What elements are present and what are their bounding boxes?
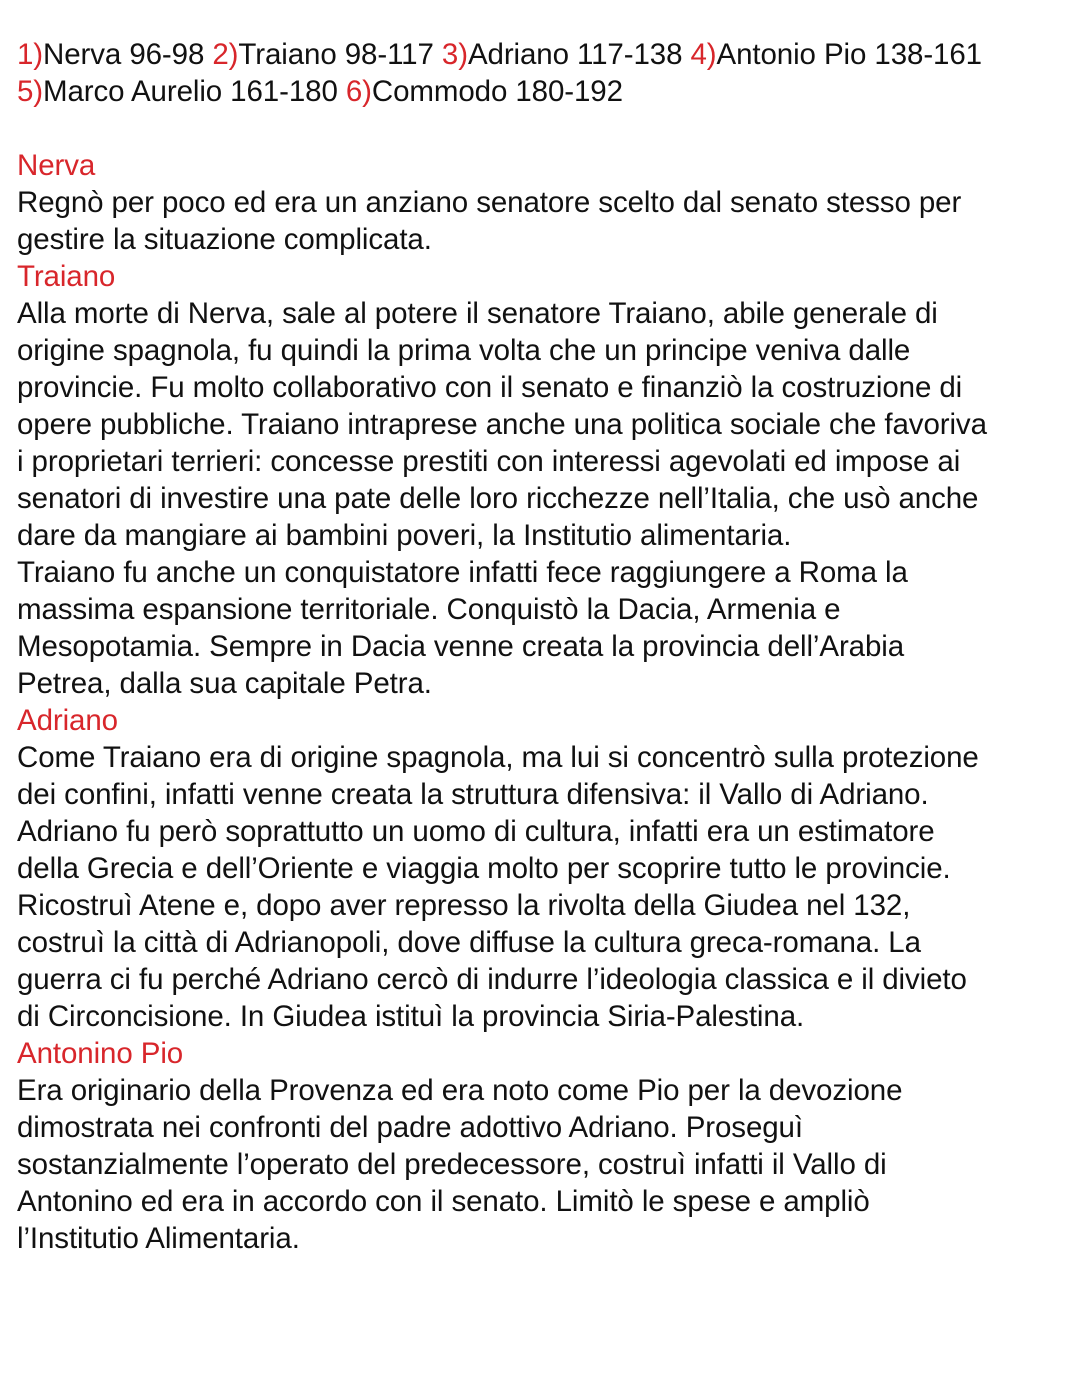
list-number: 6) — [345, 75, 372, 108]
paragraph-line: Antonino ed era in accordo con il senato. Limitò le spese e ampliò — [17, 1185, 870, 1218]
paragraph-line: Petrea, dalla sua capitale Petra. — [17, 667, 432, 700]
list-number: 5) — [17, 75, 44, 108]
paragraph-line: gestire la situazione complicata. — [17, 223, 432, 256]
paragraph-line: i proprietari terrieri: concesse prestiti con interessi agevolati ed impose ai — [17, 445, 961, 478]
paragraph-line: costruì la città di Adrianopoli, dove diffuse la cultura greca-romana. La — [17, 926, 921, 959]
paragraph-line: Traiano fu anche un conquistatore infatti fece raggiungere a Roma la — [17, 556, 908, 589]
paragraph-line: Ricostruì Atene e, dopo aver represso la rivolta della Giudea nel 132, — [17, 889, 911, 922]
section-heading: Adriano — [17, 704, 118, 737]
list-entry: Nerva 96-98 — [43, 38, 213, 71]
paragraph-line: senatori di investire una pate delle loro ricchezze nell’Italia, che usò anche — [17, 482, 979, 515]
list-entry: Traiano 98-117 — [238, 38, 442, 71]
spacer — [17, 110, 1067, 147]
list-number: 1) — [17, 38, 44, 71]
section-heading: Antonino Pio — [17, 1037, 184, 1070]
paragraph-line: sostanzialmente l’operato del predecessore, costruì infatti il Vallo di — [17, 1148, 887, 1181]
paragraph-line: dei confini, infatti venne creata la struttura difensiva: il Vallo di Adriano. — [17, 778, 929, 811]
paragraph-line: l’Institutio Alimentaria. — [17, 1222, 300, 1255]
paragraph-line: opere pubbliche. Traiano intraprese anche una politica sociale che favoriva — [17, 408, 987, 441]
emperor-list-line-2 — [17, 73, 1067, 110]
section-heading: Nerva — [17, 149, 96, 182]
list-number: 4) — [690, 38, 717, 71]
paragraph-line: origine spagnola, fu quindi la prima volta che un principe veniva dalle — [17, 334, 911, 367]
paragraph-line: Adriano fu però soprattutto un uomo di cultura, infatti era un estimatore — [17, 815, 935, 848]
section-heading: Traiano — [17, 260, 116, 293]
paragraph-line: della Grecia e dell’Oriente e viaggia molto per scoprire tutto le provincie. — [17, 852, 951, 885]
paragraph-line: Alla morte di Nerva, sale al potere il senatore Traiano, abile generale di — [17, 297, 938, 330]
paragraph-line: Era originario della Provenza ed era noto come Pio per la devozione — [17, 1074, 903, 1107]
paragraph-line: massima espansione territoriale. Conquistò la Dacia, Armenia e — [17, 593, 841, 626]
list-number: 2) — [212, 38, 239, 71]
emperor-list-line-1 — [17, 36, 1067, 73]
list-number: 3) — [441, 38, 468, 71]
paragraph-line: di Circoncisione. In Giudea istituì la provincia Siria-Palestina. — [17, 1000, 805, 1033]
sections-container — [17, 147, 1067, 1257]
list-entry: Adriano 117-138 — [467, 38, 691, 71]
document-page — [17, 36, 1067, 1257]
paragraph-line: Regnò per poco ed era un anziano senatore scelto dal senato stesso per — [17, 186, 962, 219]
paragraph-line: provincie. Fu molto collaborativo con il senato e finanziò la costruzione di — [17, 371, 963, 404]
paragraph-line: dare da mangiare ai bambini poveri, la Institutio alimentaria. — [17, 519, 792, 552]
paragraph-line: guerra ci fu perché Adriano cercò di indurre l’ideologia classica e il divieto — [17, 963, 967, 996]
list-entry: Antonio Pio 138-161 — [716, 38, 982, 71]
paragraph-line: Come Traiano era di origine spagnola, ma lui si concentrò sulla protezione — [17, 741, 979, 774]
list-entry: Commodo 180-192 — [371, 75, 623, 108]
paragraph-line: dimostrata nei confronti del padre adottivo Adriano. Proseguì — [17, 1111, 803, 1144]
list-entry: Marco Aurelio 161-180 — [43, 75, 346, 108]
paragraph-line: Mesopotamia. Sempre in Dacia venne creata la provincia dell’Arabia — [17, 630, 905, 663]
